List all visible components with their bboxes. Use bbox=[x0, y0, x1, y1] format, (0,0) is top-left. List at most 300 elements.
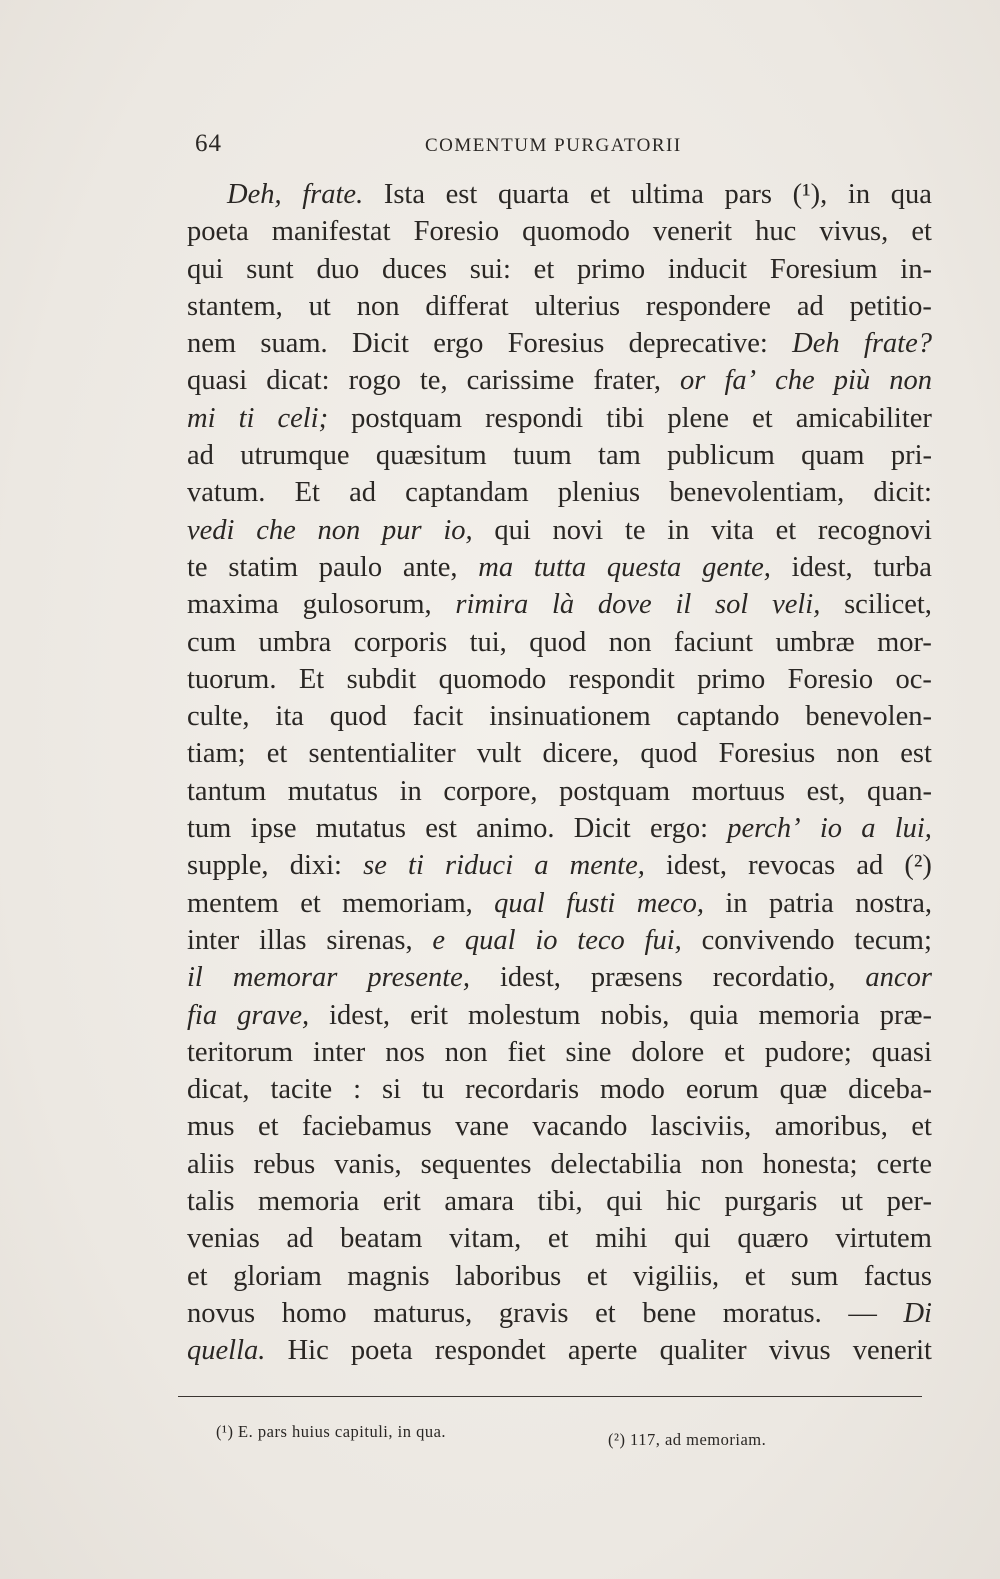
word: (¹), bbox=[792, 179, 828, 210]
word: et bbox=[586, 1260, 608, 1292]
word: ergo bbox=[433, 328, 484, 360]
word: factus bbox=[863, 1260, 932, 1292]
word: mentem bbox=[187, 887, 279, 919]
word: sine bbox=[565, 1036, 612, 1068]
word: benevolen- bbox=[805, 701, 932, 733]
word: supple, bbox=[187, 850, 269, 882]
word: ita bbox=[275, 701, 304, 733]
word: gravis bbox=[498, 1297, 569, 1329]
word: tibi, bbox=[537, 1186, 583, 1218]
footnote-1: (¹) E. pars huius capituli, in qua. bbox=[216, 1422, 447, 1441]
word: qua bbox=[890, 179, 932, 210]
text-line bbox=[187, 1332, 932, 1369]
text-line bbox=[187, 512, 932, 549]
word: respondere bbox=[645, 290, 771, 322]
word: quam bbox=[801, 440, 865, 472]
word: publicum bbox=[667, 440, 775, 472]
word: quæsitum bbox=[375, 440, 487, 472]
word: recordaris bbox=[465, 1074, 580, 1106]
word: corpore, bbox=[443, 775, 538, 807]
word: a bbox=[861, 813, 876, 845]
word: vivus, bbox=[819, 216, 889, 248]
word: idest, bbox=[329, 999, 391, 1031]
word: et bbox=[300, 887, 321, 919]
text-line bbox=[187, 176, 932, 213]
word: et bbox=[533, 253, 555, 285]
word: beatam bbox=[340, 1223, 423, 1255]
word: ma bbox=[478, 551, 514, 583]
text-line bbox=[187, 251, 932, 288]
running-title: COMENTUM PURGATORII bbox=[425, 135, 682, 156]
word: questa bbox=[606, 551, 682, 583]
word: tui, bbox=[469, 626, 507, 658]
page-header bbox=[195, 130, 935, 160]
word: Hic bbox=[287, 1335, 329, 1367]
word: tantum bbox=[187, 775, 267, 807]
word: suam. bbox=[260, 328, 328, 360]
word: et bbox=[257, 1111, 279, 1143]
word: quella. bbox=[187, 1335, 266, 1367]
word: ancor bbox=[865, 962, 932, 994]
footnote-rule bbox=[178, 1396, 922, 1397]
word: nos bbox=[385, 1036, 425, 1068]
text-line bbox=[187, 362, 932, 399]
word: vita bbox=[711, 514, 754, 546]
word: inducit bbox=[667, 253, 748, 285]
word: non bbox=[356, 290, 400, 322]
word: vatum. bbox=[187, 477, 266, 509]
word: tum bbox=[187, 813, 232, 845]
word: per- bbox=[886, 1186, 932, 1218]
word: idest, bbox=[499, 962, 561, 994]
word: il bbox=[675, 589, 692, 621]
word: patria bbox=[768, 887, 834, 919]
word: pudore; bbox=[764, 1036, 852, 1068]
word: venias bbox=[187, 1223, 260, 1255]
word: non bbox=[836, 738, 880, 770]
word: quarta bbox=[497, 179, 570, 210]
word: qualiter bbox=[659, 1335, 747, 1367]
word: bene bbox=[642, 1297, 697, 1329]
word: fusti bbox=[566, 887, 616, 919]
word: nobis, bbox=[600, 999, 670, 1031]
text-line bbox=[187, 885, 932, 922]
word: ad bbox=[187, 440, 214, 472]
text-line bbox=[187, 1071, 932, 1108]
word: mortuus bbox=[691, 775, 786, 807]
word: te, bbox=[419, 365, 448, 397]
word: est, bbox=[806, 775, 846, 807]
word: rogo bbox=[348, 365, 401, 397]
word: mutatus bbox=[287, 775, 379, 807]
word: presente, bbox=[367, 962, 470, 994]
word: teritorum bbox=[187, 1036, 294, 1068]
word: Foresius bbox=[718, 738, 816, 770]
word: moratus. bbox=[722, 1297, 822, 1329]
word: cum bbox=[187, 626, 237, 658]
word: in bbox=[725, 887, 748, 919]
text-line bbox=[187, 437, 932, 474]
word: io bbox=[535, 924, 558, 956]
word: qui bbox=[674, 1223, 711, 1255]
word: tuorum. bbox=[187, 663, 277, 695]
word: corporis bbox=[353, 626, 448, 658]
word: dove bbox=[597, 589, 652, 621]
word: veli, bbox=[772, 589, 821, 621]
word: quomodo bbox=[522, 216, 630, 248]
word: che bbox=[775, 365, 815, 397]
word: vedi bbox=[187, 514, 235, 546]
word: statim bbox=[228, 551, 299, 583]
word: tutta bbox=[533, 551, 587, 583]
word: io bbox=[819, 813, 842, 845]
word: ulterius bbox=[534, 290, 621, 322]
word: sui: bbox=[469, 253, 511, 285]
text-line bbox=[187, 1295, 932, 1332]
word: in bbox=[667, 514, 690, 546]
word: ipse bbox=[250, 813, 297, 845]
word: in bbox=[847, 179, 871, 210]
word: te bbox=[624, 514, 646, 546]
word: præ- bbox=[879, 999, 932, 1031]
word: Et bbox=[294, 477, 320, 509]
text-line bbox=[187, 661, 932, 698]
word: ad bbox=[796, 290, 824, 322]
text-line bbox=[187, 1108, 932, 1145]
word: hic bbox=[666, 1186, 701, 1218]
word: frater, bbox=[593, 365, 661, 397]
text-line bbox=[187, 810, 932, 847]
word: dicit: bbox=[873, 477, 932, 509]
word: Di bbox=[903, 1297, 932, 1329]
word: tecum; bbox=[854, 924, 932, 956]
word: mihi bbox=[595, 1223, 648, 1255]
word: gulosorum, bbox=[302, 589, 432, 621]
word: fia bbox=[187, 999, 218, 1031]
word: sum bbox=[790, 1260, 839, 1292]
word: ergo: bbox=[649, 813, 709, 845]
word: fa’ bbox=[724, 365, 757, 397]
text-line bbox=[187, 624, 932, 661]
word: et bbox=[589, 179, 611, 210]
word: dicere, bbox=[542, 738, 620, 770]
word: et bbox=[752, 402, 773, 434]
word: non bbox=[889, 365, 932, 397]
word: Foresio bbox=[413, 216, 500, 248]
word: Deh, bbox=[227, 179, 282, 210]
word: ad bbox=[286, 1223, 314, 1255]
word: maxima bbox=[187, 589, 279, 621]
word: et bbox=[775, 514, 797, 546]
word: qui bbox=[494, 514, 531, 546]
word: non bbox=[700, 1148, 744, 1180]
word: quomodo bbox=[438, 663, 547, 695]
word: fiet bbox=[507, 1036, 546, 1068]
word: faciunt bbox=[673, 626, 754, 658]
word: et bbox=[187, 1260, 208, 1292]
word: lasciviis, bbox=[650, 1111, 752, 1143]
word: Et bbox=[298, 663, 325, 695]
word: Foresium bbox=[769, 253, 878, 285]
word: magnis bbox=[347, 1260, 430, 1292]
word: qual bbox=[494, 887, 545, 919]
word: pur bbox=[381, 514, 422, 546]
word: poeta bbox=[187, 216, 249, 248]
word: frate? bbox=[863, 328, 932, 360]
word: tuum bbox=[513, 440, 572, 472]
word: respondi bbox=[485, 402, 584, 434]
word: dicat, bbox=[187, 1074, 250, 1106]
text-line bbox=[187, 1220, 932, 1257]
text-line bbox=[187, 213, 932, 250]
word: rimira bbox=[455, 589, 529, 621]
word: tacite bbox=[270, 1074, 333, 1106]
word: homo bbox=[281, 1297, 347, 1329]
word: plene bbox=[667, 402, 730, 434]
word: quod bbox=[640, 738, 698, 770]
word: Dicit bbox=[573, 813, 631, 845]
word: gloriam bbox=[233, 1260, 322, 1292]
word: vivus bbox=[768, 1335, 831, 1367]
word: insinuationem bbox=[489, 701, 651, 733]
word: memoria bbox=[758, 999, 860, 1031]
word: se bbox=[363, 850, 387, 882]
word: frate. bbox=[302, 179, 364, 210]
word: scilicet, bbox=[844, 589, 932, 621]
word: respondet bbox=[434, 1335, 546, 1367]
word: qui bbox=[187, 253, 224, 285]
word: mutatus bbox=[315, 813, 406, 845]
word: pars bbox=[724, 179, 772, 210]
word: in- bbox=[900, 253, 932, 285]
word: vanis, bbox=[334, 1148, 402, 1180]
word: inter bbox=[313, 1036, 366, 1068]
word: et bbox=[744, 1260, 766, 1292]
text-line bbox=[187, 773, 932, 810]
text-line bbox=[187, 1034, 932, 1071]
word: turba bbox=[873, 551, 932, 583]
word: sunt bbox=[246, 253, 294, 285]
word: maturus, bbox=[373, 1297, 473, 1329]
word: respondit bbox=[568, 663, 675, 695]
word: aperte bbox=[567, 1335, 638, 1367]
word: faciebamus bbox=[301, 1111, 432, 1143]
word: novi bbox=[552, 514, 604, 546]
word: carissime bbox=[466, 365, 575, 397]
word: sirenas, bbox=[326, 924, 413, 956]
text-line bbox=[187, 735, 932, 772]
text-line bbox=[187, 698, 932, 735]
word: purgaris bbox=[724, 1186, 818, 1218]
word: dixi: bbox=[289, 850, 342, 882]
text-line bbox=[187, 400, 932, 437]
word: sententialiter bbox=[308, 738, 456, 770]
word: a bbox=[534, 850, 549, 882]
word: non bbox=[608, 626, 652, 658]
word: animo. bbox=[476, 813, 555, 845]
word: erit bbox=[410, 999, 449, 1031]
word: Deh bbox=[792, 328, 840, 360]
word: il bbox=[187, 962, 203, 994]
word: modo bbox=[600, 1074, 665, 1106]
word: qui bbox=[606, 1186, 643, 1218]
word: mi bbox=[187, 402, 216, 434]
word: duo bbox=[316, 253, 360, 285]
word: ultima bbox=[631, 179, 704, 210]
word: ante, bbox=[402, 551, 458, 583]
footnote-2: (²) 117, ad memoriam. bbox=[608, 1430, 767, 1449]
word: ut bbox=[308, 290, 331, 322]
text-line bbox=[187, 586, 932, 623]
word: quod bbox=[529, 626, 587, 658]
text-line bbox=[187, 847, 932, 884]
word: ad bbox=[349, 477, 376, 509]
word: idest, bbox=[791, 551, 853, 583]
word: revocas bbox=[748, 850, 836, 882]
word: quæro bbox=[737, 1223, 809, 1255]
word: recognovi bbox=[817, 514, 932, 546]
word: benevolentiam, bbox=[669, 477, 845, 509]
word: celi; bbox=[277, 402, 329, 434]
word: postquam bbox=[351, 402, 462, 434]
word: recordatio, bbox=[712, 962, 836, 994]
word: vane bbox=[455, 1111, 509, 1143]
word: nem bbox=[187, 328, 237, 360]
word: molestum bbox=[468, 999, 581, 1031]
word: delectabilia bbox=[550, 1148, 682, 1180]
word: Foresius bbox=[507, 328, 605, 360]
word: honesta; bbox=[762, 1148, 858, 1180]
word: quæ bbox=[779, 1074, 828, 1106]
word: convivendo bbox=[701, 924, 835, 956]
word: est bbox=[425, 813, 457, 845]
word: eorum bbox=[685, 1074, 759, 1106]
word: dicat: bbox=[266, 365, 330, 397]
word: teco bbox=[577, 924, 625, 956]
text-line bbox=[187, 474, 932, 511]
word: est bbox=[900, 738, 932, 770]
word: subdit bbox=[346, 663, 417, 695]
word: e bbox=[432, 924, 446, 956]
word: præsens bbox=[590, 962, 683, 994]
word: illas bbox=[259, 924, 307, 956]
word: tibi bbox=[606, 402, 645, 434]
word: (²) bbox=[904, 850, 932, 882]
word: plenius bbox=[557, 477, 641, 509]
word: meco, bbox=[636, 887, 704, 919]
word: quasi bbox=[871, 1036, 932, 1068]
word: memorar bbox=[232, 962, 338, 994]
word: poeta bbox=[350, 1335, 413, 1367]
word: duces bbox=[382, 253, 447, 285]
word: tiam; bbox=[187, 738, 246, 770]
word: manifestat bbox=[271, 216, 391, 248]
word: in bbox=[399, 775, 422, 807]
word: sol bbox=[715, 589, 749, 621]
word: huc bbox=[755, 216, 797, 248]
word: umbra bbox=[258, 626, 332, 658]
text-line bbox=[187, 1146, 932, 1183]
text-line bbox=[187, 1183, 932, 1220]
word: pri- bbox=[890, 440, 932, 472]
word: stantem, bbox=[187, 290, 283, 322]
word: oc- bbox=[895, 663, 932, 695]
word: tam bbox=[598, 440, 641, 472]
word: quia bbox=[689, 999, 739, 1031]
word: grave, bbox=[237, 999, 310, 1031]
word: petitio- bbox=[849, 290, 932, 322]
word: et bbox=[266, 738, 288, 770]
word: primo bbox=[577, 253, 646, 285]
word: facit bbox=[412, 701, 464, 733]
word: or bbox=[680, 365, 706, 397]
word: aliis bbox=[187, 1148, 235, 1180]
word: postquam bbox=[559, 775, 670, 807]
word: — bbox=[848, 1297, 877, 1329]
word: laboribus bbox=[455, 1260, 562, 1292]
word: et bbox=[595, 1297, 616, 1329]
word: dolore bbox=[631, 1036, 705, 1068]
word: erit bbox=[382, 1186, 421, 1218]
word: primo bbox=[697, 663, 766, 695]
word: ut bbox=[840, 1186, 864, 1218]
word: non bbox=[444, 1036, 488, 1068]
word: culte, bbox=[187, 701, 250, 733]
text-line bbox=[187, 288, 932, 325]
word: venerit bbox=[852, 1335, 932, 1367]
word: lui, bbox=[894, 813, 932, 845]
word: memoria bbox=[258, 1186, 360, 1218]
word: amoribus, bbox=[774, 1111, 888, 1143]
word: utrumque bbox=[240, 440, 350, 472]
text-line bbox=[187, 959, 932, 996]
word: et bbox=[547, 1223, 569, 1255]
word: sequentes bbox=[420, 1148, 532, 1180]
text-line bbox=[187, 1258, 932, 1295]
text-line bbox=[187, 922, 932, 959]
word: Foresio bbox=[787, 663, 874, 695]
text-line bbox=[187, 997, 932, 1034]
word: inter bbox=[187, 924, 240, 956]
word: amara bbox=[444, 1186, 514, 1218]
word: et bbox=[911, 1111, 932, 1143]
word: vigiliis, bbox=[632, 1260, 720, 1292]
word: vacando bbox=[532, 1111, 628, 1143]
word: fui, bbox=[644, 924, 682, 956]
word: certe bbox=[876, 1148, 932, 1180]
word: deprecative: bbox=[628, 328, 768, 360]
word: memoriam, bbox=[342, 887, 473, 919]
word: mor- bbox=[877, 626, 932, 658]
word: Dicit bbox=[351, 328, 409, 360]
word: io, bbox=[443, 514, 473, 546]
word: captando bbox=[676, 701, 780, 733]
word: virtutem bbox=[835, 1223, 932, 1255]
word: più bbox=[833, 365, 871, 397]
word: differat bbox=[425, 290, 509, 322]
word: umbræ bbox=[775, 626, 855, 658]
word: nostra, bbox=[855, 887, 932, 919]
word: et bbox=[724, 1036, 745, 1068]
word: diceba- bbox=[848, 1074, 932, 1106]
word: quan- bbox=[867, 775, 932, 807]
word: te bbox=[187, 551, 208, 583]
word: talis bbox=[187, 1186, 235, 1218]
word: rebus bbox=[253, 1148, 316, 1180]
word: idest, bbox=[666, 850, 727, 882]
word: non bbox=[317, 514, 361, 546]
word: mente, bbox=[569, 850, 645, 882]
